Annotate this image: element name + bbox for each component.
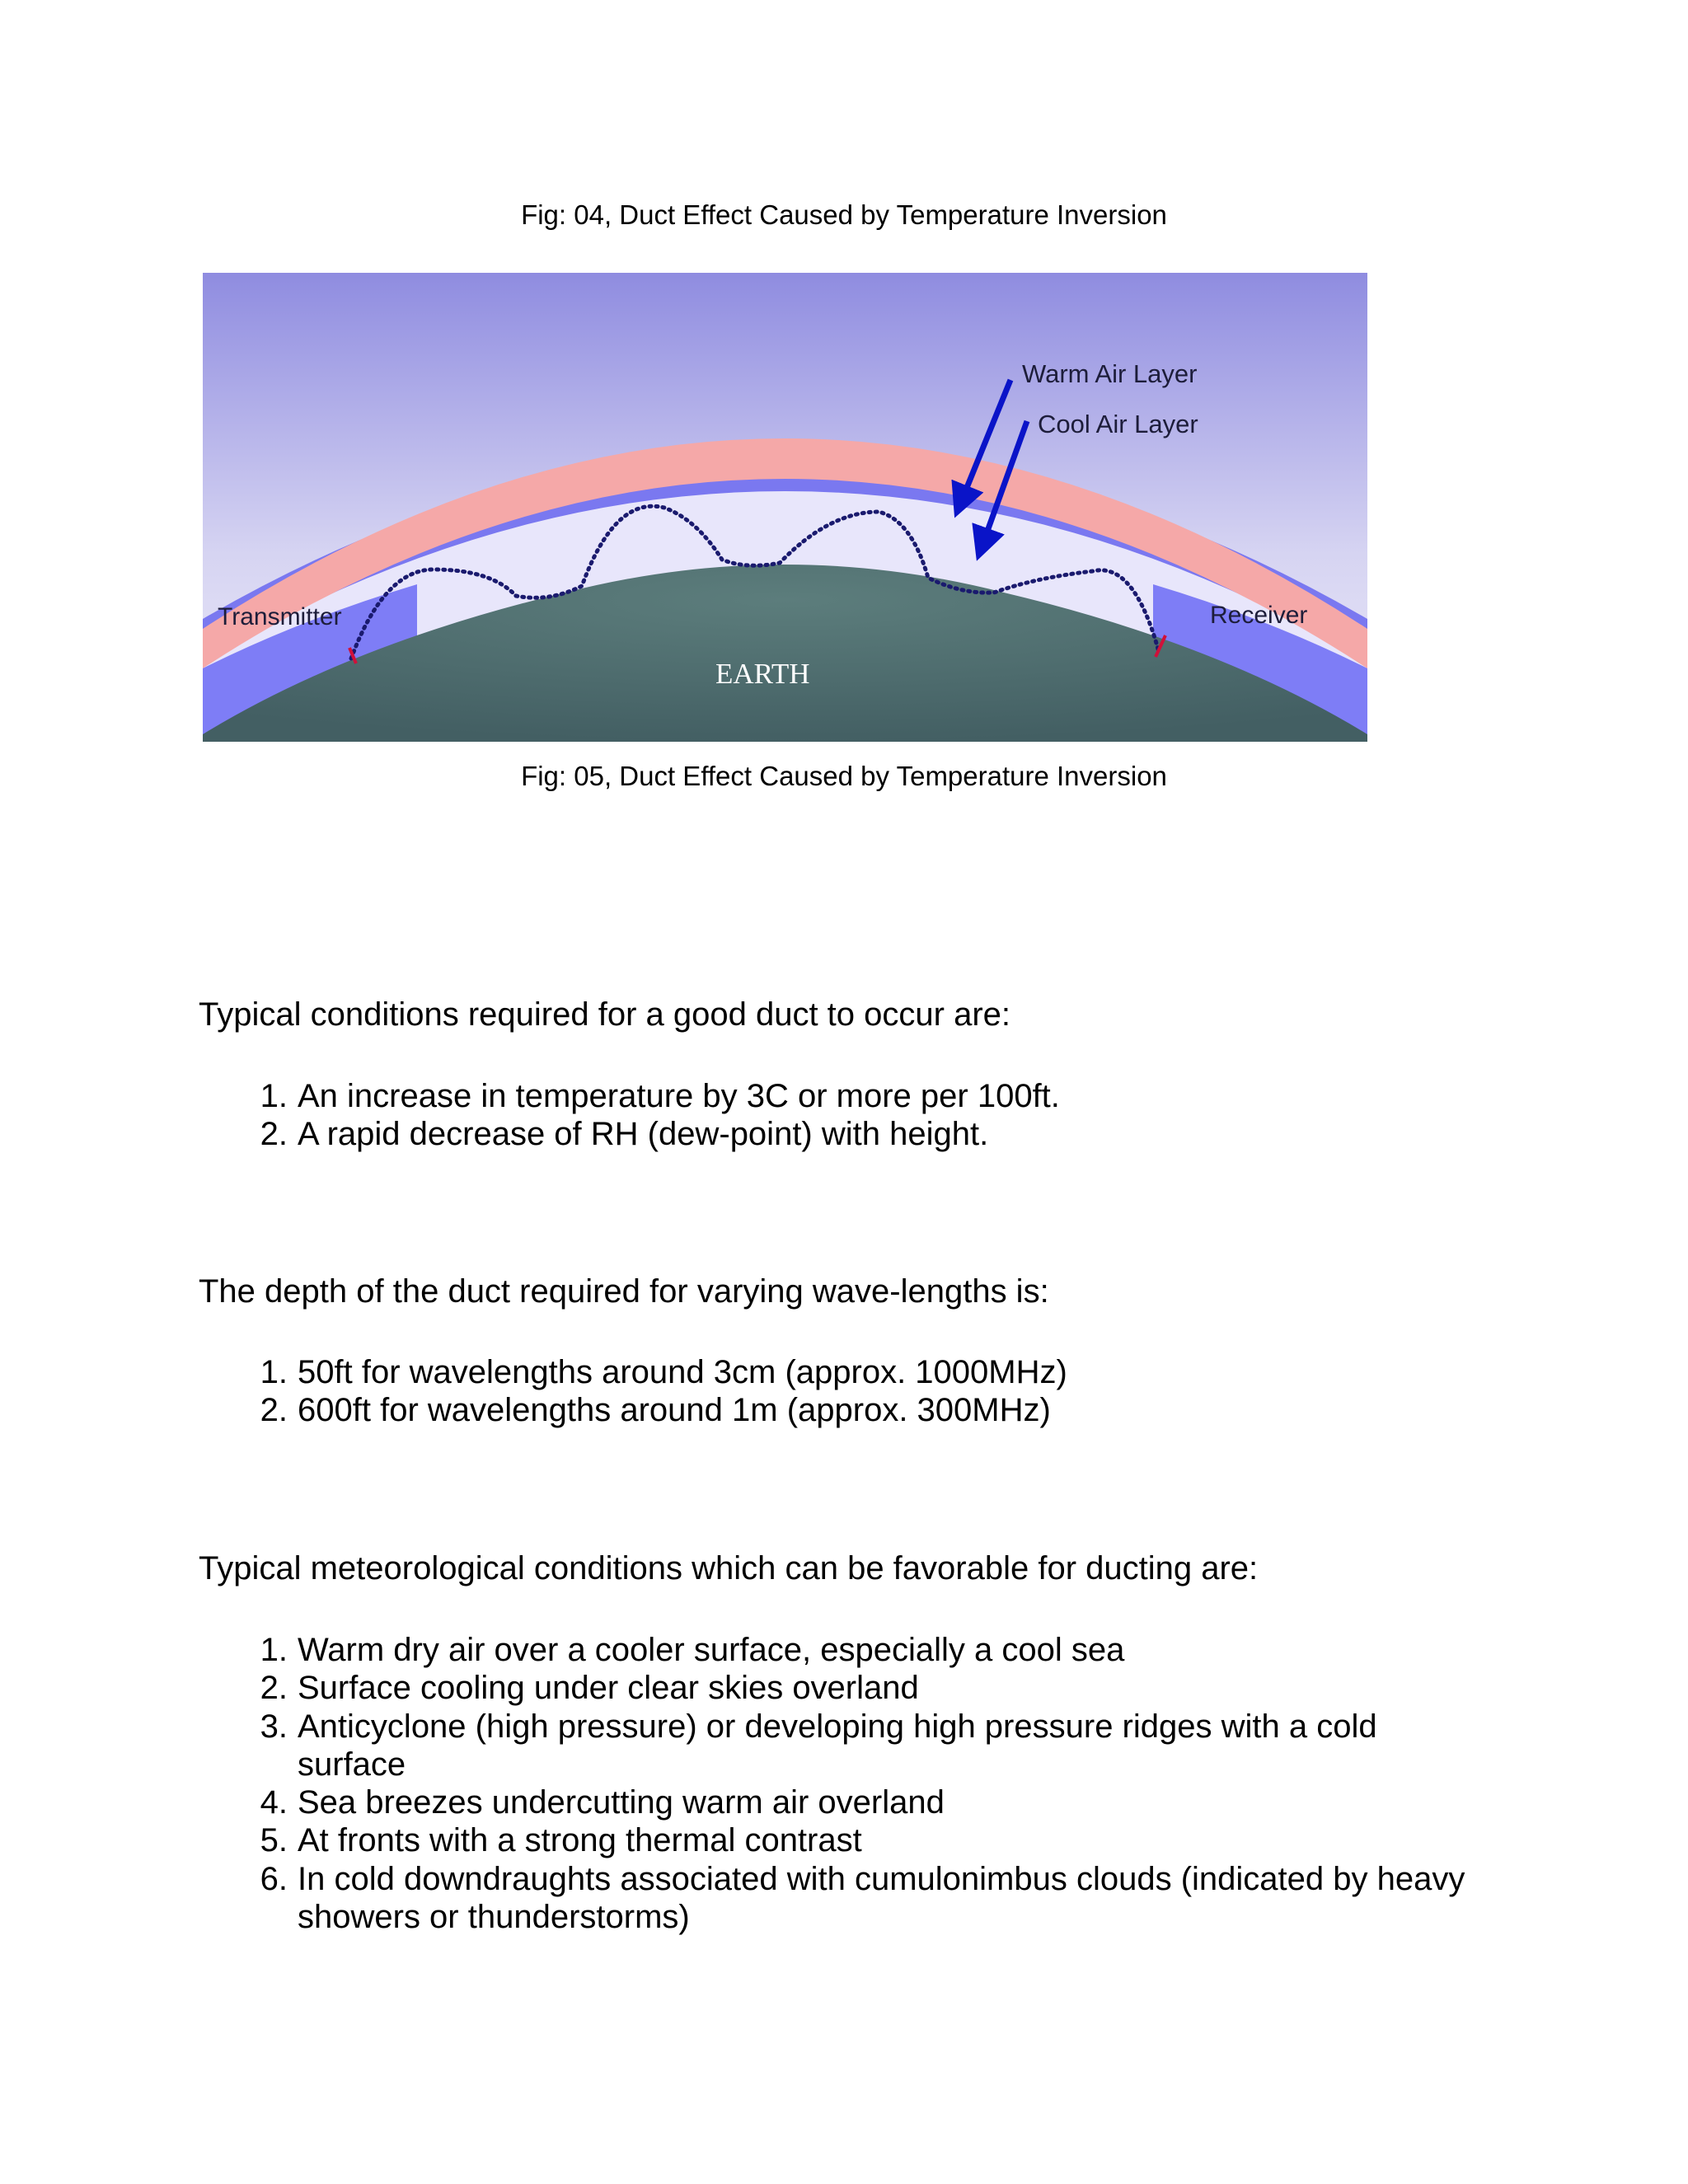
list-item-number: 2. — [260, 1670, 288, 1707]
section-3-list — [199, 1631, 1484, 1936]
section-2-intro: The depth of the duct required for varying wave-lengths is: — [199, 1273, 1049, 1310]
list-item — [199, 1115, 1484, 1153]
earth-label: EARTH — [715, 658, 810, 690]
list-item-text: An increase in temperature by 3C or more per 100ft. — [298, 1078, 1060, 1114]
section-1-list — [199, 1077, 1484, 1154]
list-item — [199, 1860, 1484, 1937]
warm-air-label: Warm Air Layer — [1022, 359, 1198, 388]
list-item-number: 6. — [260, 1860, 288, 1897]
list-item-number: 5. — [260, 1822, 288, 1859]
list-item — [199, 1631, 1484, 1669]
list-item — [199, 1821, 1484, 1859]
section-1-intro: Typical conditions required for a good duct to occur are: — [199, 996, 1010, 1033]
list-item-text: 50ft for wavelengths around 3cm (approx. 1000MHz) — [298, 1354, 1067, 1390]
transmitter-label: Transmitter — [218, 603, 342, 630]
list-item-number: 4. — [260, 1784, 288, 1821]
list-item — [199, 1708, 1484, 1784]
list-item — [199, 1077, 1484, 1115]
receiver-label: Receiver — [1210, 602, 1308, 629]
list-item-number: 2. — [260, 1116, 288, 1153]
section-3-intro: Typical meteorological conditions which can be favorable for ducting are: — [199, 1550, 1259, 1586]
list-item-number: 1. — [260, 1632, 288, 1668]
list-item — [199, 1669, 1484, 1707]
list-item-text: 600ft for wavelengths around 1m (approx. 300MHz) — [298, 1392, 1051, 1429]
list-item-number: 2. — [260, 1392, 288, 1429]
section-2-list — [199, 1353, 1484, 1430]
list-item — [199, 1391, 1484, 1429]
list-item-number: 1. — [260, 1078, 288, 1114]
list-item-text: Sea breezes undercutting warm air overland — [298, 1784, 945, 1821]
list-item — [199, 1353, 1484, 1391]
list-item-number: 3. — [260, 1708, 288, 1745]
list-item-text: In cold downdraughts associated with cumulonimbus clouds (indicated by heavy showers or thunderstorms) — [298, 1860, 1465, 1936]
cool-air-label: Cool Air Layer — [1038, 410, 1198, 438]
figure-caption-fig05: Fig: 05, Duct Effect Caused by Temperature Inversion — [521, 761, 1167, 791]
list-item-text: Warm dry air over a cooler surface, especially a cool sea — [298, 1632, 1125, 1668]
figure-caption-fig04: Fig: 04, Duct Effect Caused by Temperature Inversion — [521, 199, 1167, 230]
list-item-text: At fronts with a strong thermal contrast — [298, 1822, 862, 1859]
list-item-text: Surface cooling under clear skies overland — [298, 1670, 919, 1707]
list-item-text: Anticyclone (high pressure) or developing high pressure ridges with a cold surface — [298, 1708, 1377, 1783]
list-item-number: 1. — [260, 1354, 288, 1390]
duct-effect-diagram — [203, 273, 1367, 742]
list-item-text: A rapid decrease of RH (dew-point) with height. — [298, 1116, 989, 1153]
list-item — [199, 1783, 1484, 1821]
